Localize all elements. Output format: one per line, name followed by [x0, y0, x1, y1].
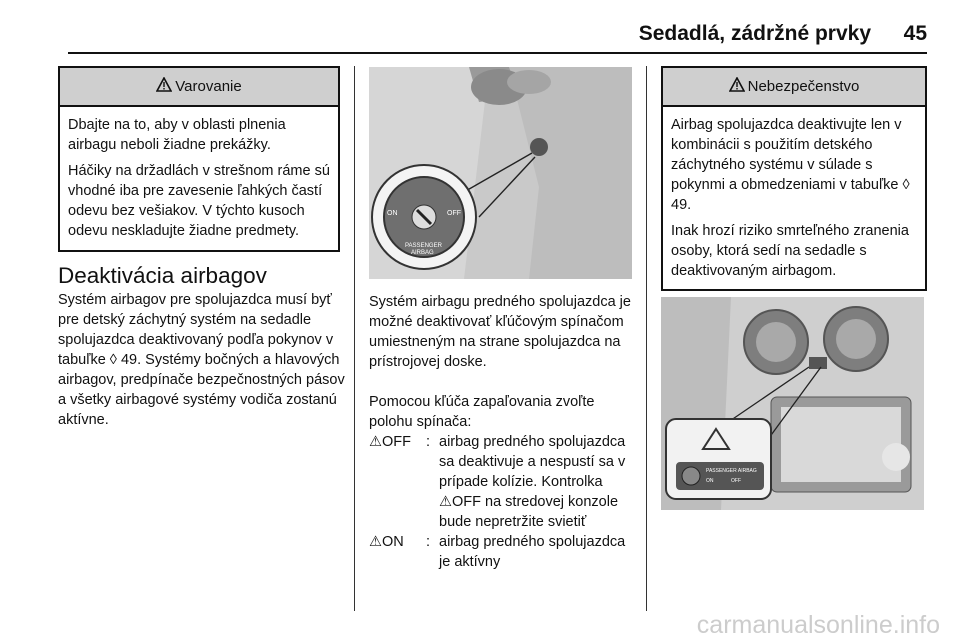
section-body: Systém airbagov pre spolujazdca musí byť pre detský záchytný systém na sedadle spolujazdca deaktivovaný podľa pokynov v tabuľke ◊ 49. Systémy bočných a hlavových airbagov, predpínače bezpečnostných pásov a všetky airbagové systémy vodiča zostanú aktívne. [58, 292, 345, 428]
warning-title: Varovanie [175, 78, 242, 95]
photo1-off-label: OFF [447, 210, 461, 217]
warning-triangle-icon [156, 69, 172, 106]
legend-key-off: OFF [382, 434, 411, 450]
legend-row-off [369, 432, 637, 532]
page-title: Sedadlá, zádržné prvky [638, 22, 871, 45]
warning-body [60, 107, 338, 253]
header-rule [68, 52, 927, 54]
warning-paragraph-2: Háčiky na držadlách v strešnom ráme sú vhodné iba pre zavesenie ľahkých častí odevu bez vešiakov. V týchto kusoch odevu neskladujte žiadne predmety. [68, 163, 330, 239]
legend-key-on: ON [382, 534, 404, 550]
danger-body [663, 107, 925, 293]
photo1-caption-1: PASSENGER [405, 243, 442, 249]
photo1-on-label: ON [387, 210, 398, 217]
column-divider-1 [354, 66, 355, 611]
column-divider-2 [646, 66, 647, 611]
danger-paragraph-1: Airbag spolujazdca deaktivujte len v kombinácii s použitím detského záchytného systému v súlade s pokynmi a obmedzeniami v tabuľke ◊ 49. [671, 117, 910, 213]
switch-legend [369, 432, 637, 572]
danger-header [663, 68, 925, 107]
page-header [0, 22, 927, 56]
section-heading: Deaktivácia airbagov [58, 263, 267, 288]
middle-instruction: Pomocou kľúča zapaľovania zvoľte polohu spínača: [369, 394, 595, 430]
middle-intro: Systém airbagu predného spolujazdca je možné deaktivovať kľúčovým spínačom umiestneným na strane spolujazdca na prístrojovej doske. [369, 294, 631, 370]
photo2-on-label: ON [706, 478, 714, 484]
legend-value-off: airbag predného spolujazdca sa deaktivuje a nespustí sa v prípade kolízie. Kontrolka ⚠OFF na stredovej konzole bude nepretržite svietiť [439, 434, 626, 530]
airbag-on-icon: ⚠ [369, 534, 382, 550]
warning-triangle-icon [729, 69, 745, 106]
airbag-switch-photo [369, 67, 632, 279]
legend-colon: : [426, 534, 431, 550]
danger-title: Nebezpečenstvo [747, 78, 860, 95]
page-number: 45 [903, 22, 927, 45]
airbag-off-icon: ⚠ [369, 434, 382, 450]
legend-colon: : [426, 434, 431, 450]
watermark: carmanualsonline.info [696, 611, 940, 639]
warning-header [60, 68, 338, 107]
photo1-caption-2: AIRBAG [411, 250, 434, 256]
legend-value-on: airbag predného spolujazdca je aktívny [439, 534, 626, 570]
warning-paragraph-1: Dbajte na to, aby v oblasti plnenia airbagu neboli žiadne prekážky. [68, 117, 286, 153]
danger-paragraph-2: Inak hrozí riziko smrteľného zranenia osoby, ktorá sedí na sedadle s deaktivovaným airbagom. [671, 223, 909, 279]
warning-box [58, 66, 340, 252]
danger-box [661, 66, 927, 291]
dashboard-photo [661, 297, 924, 510]
legend-row-on [369, 532, 637, 572]
photo2-caption: PASSENGER AIRBAG [706, 468, 757, 474]
photo2-off-label: OFF [731, 478, 741, 484]
